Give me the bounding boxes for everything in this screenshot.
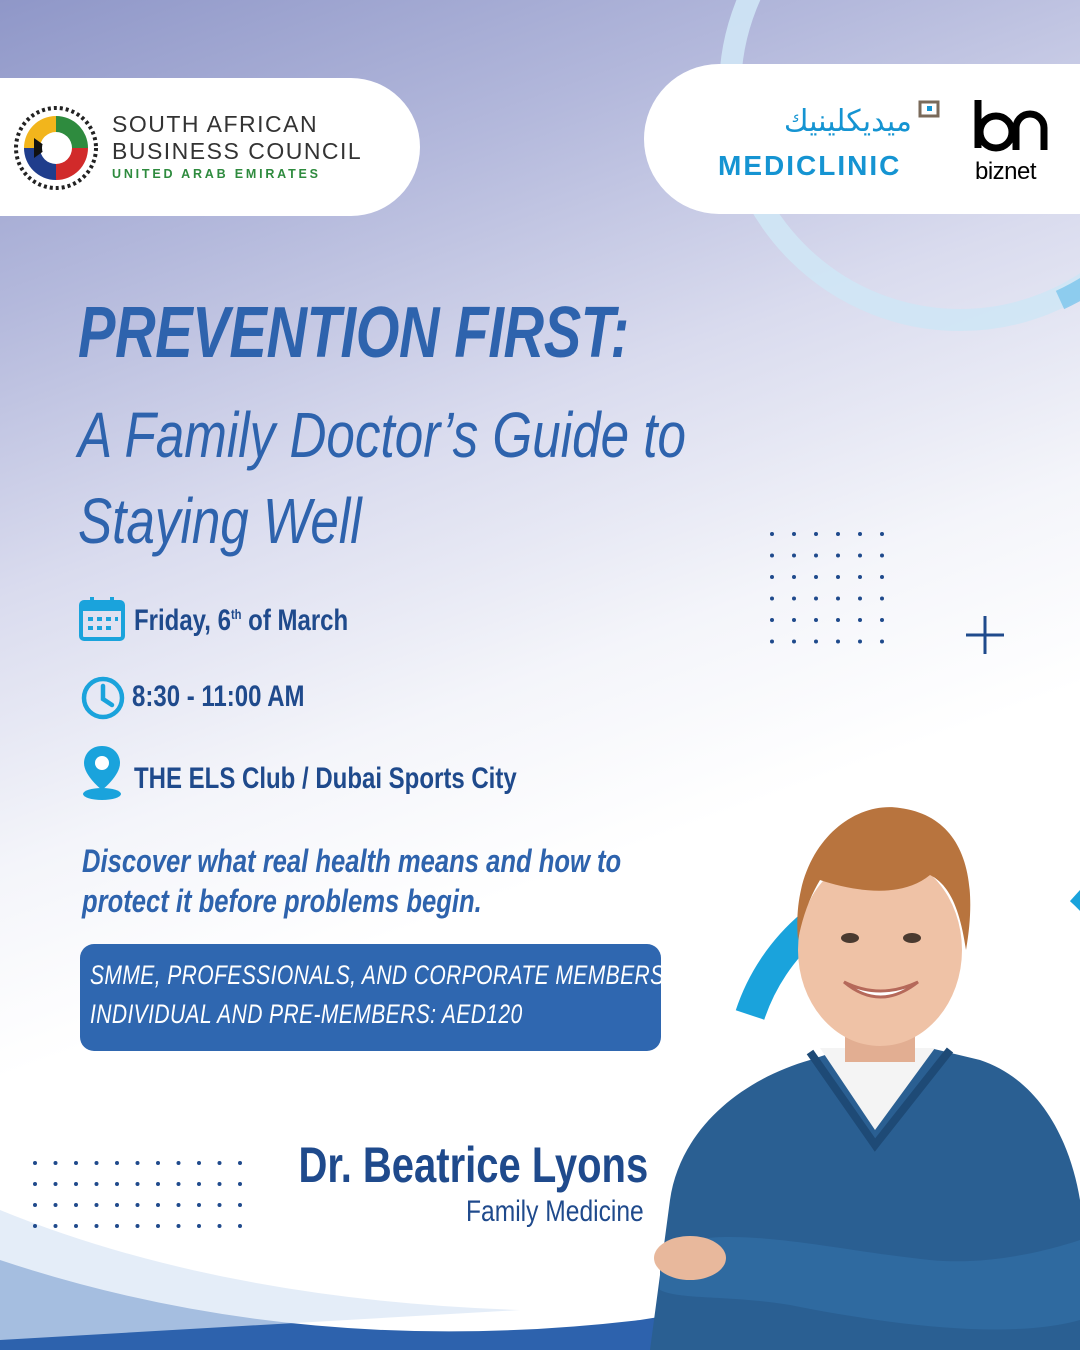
event-subtitle-line2: Staying Well: [78, 485, 362, 557]
pricing-members: SMME, PROFESSIONALS, AND CORPORATE MEMBERS: FREE: [90, 960, 735, 990]
mediclinic-arabic-logo: ميديكلينيك: [783, 104, 912, 139]
biznet-mark-icon: [972, 96, 1048, 156]
sabc-name-line2: BUSINESS COUNCIL: [112, 138, 363, 164]
event-date: Friday, 6th of March: [134, 604, 349, 637]
sabc-name-line1: SOUTH AFRICAN: [112, 111, 319, 137]
location-pin-icon: [80, 744, 124, 802]
biznet-logo: biznet: [975, 158, 1037, 185]
dot-grid-bottom: [28, 1154, 242, 1232]
speaker-name: Dr. Beatrice Lyons: [298, 1137, 648, 1193]
event-description-line2: protect it before problems begin.: [82, 883, 482, 919]
event-location: THE ELS Club / Dubai Sports City: [134, 762, 517, 795]
sabc-name-line3: UNITED ARAB EMIRATES: [112, 167, 321, 181]
calendar-icon: [78, 596, 126, 642]
event-description-line1: Discover what real health means and how to: [82, 843, 622, 879]
clock-icon: [80, 675, 126, 721]
event-subtitle-line1: A Family Doctor’s Guide to: [78, 399, 686, 471]
pricing-individuals: INDIVIDUAL AND PRE-MEMBERS: AED120: [90, 999, 523, 1029]
event-title: PREVENTION FIRST:: [78, 293, 629, 373]
event-time: 8:30 - 11:00 AM: [132, 680, 305, 713]
mediclinic-logo: MEDICLINIC: [718, 150, 902, 181]
mediclinic-mark-icon: [918, 100, 940, 118]
speaker-photo: [630, 780, 1080, 1350]
plus-icon: [964, 614, 1006, 656]
sabc-emblem-icon: [14, 106, 98, 190]
speaker-role: Family Medicine: [466, 1195, 644, 1228]
dot-grid-top: [762, 526, 892, 648]
